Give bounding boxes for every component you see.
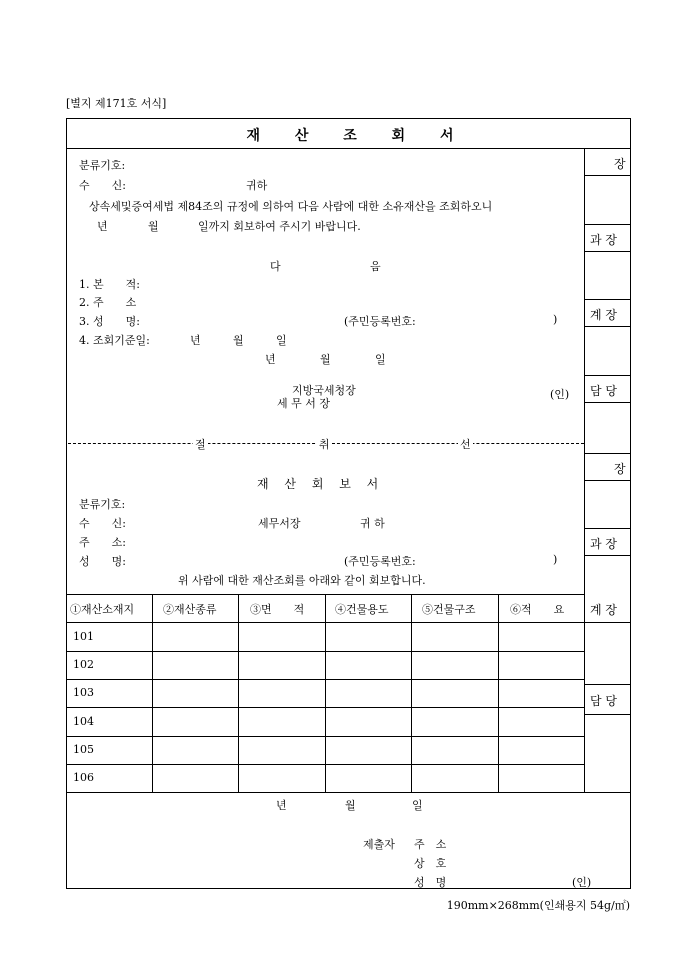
table-row: 101 bbox=[73, 630, 94, 643]
reply-registration-close: ) bbox=[553, 553, 558, 566]
issue-day: 일 bbox=[375, 353, 386, 366]
recipient-label: 수 신: bbox=[79, 179, 126, 192]
cut-line-label-c: 선 bbox=[460, 438, 471, 451]
reply-title: 재 산 회 보 서 bbox=[257, 477, 381, 491]
item-registration-close: ) bbox=[553, 313, 558, 326]
approval-staff-2: 담 당 bbox=[590, 694, 617, 708]
reply-name-label: 성 명: bbox=[79, 555, 126, 568]
item-address: 2. 주 소 bbox=[79, 296, 137, 309]
frame-bottom bbox=[66, 888, 631, 889]
approval-team-1: 계 장 bbox=[590, 308, 617, 322]
reply-address-label: 주 소: bbox=[79, 536, 126, 549]
approval-team-2: 계 장 bbox=[590, 603, 617, 617]
body-line-1: 상속세및증여세법 제84조의 규정에 의하여 다음 사람에 대한 소유재산을 조회하오니 bbox=[89, 200, 493, 213]
submit-month: 월 bbox=[345, 799, 356, 812]
col-building-use: ④건물용도 bbox=[335, 603, 389, 616]
issue-month: 월 bbox=[320, 353, 331, 366]
item-reference-date: 4. 조회기준일: bbox=[79, 334, 150, 347]
classification-label: 분류기호: bbox=[79, 159, 126, 172]
reply-statement: 위 사람에 대한 재산조회를 아래와 같이 회보합니다. bbox=[178, 574, 426, 587]
cut-line-label-b: 취 bbox=[319, 438, 330, 451]
col-area: ③면 적 bbox=[250, 603, 305, 616]
reference-year: 년 bbox=[190, 334, 201, 347]
table-row: 106 bbox=[73, 771, 94, 784]
table-row: 102 bbox=[73, 658, 94, 671]
item-registration: (주민등록번호: bbox=[344, 315, 416, 328]
submit-year: 년 bbox=[276, 799, 287, 812]
reply-recipient-suffix: 귀 하 bbox=[360, 517, 385, 530]
approval-chief-2: 장 bbox=[614, 462, 626, 476]
approval-chief-1: 장 bbox=[614, 157, 626, 171]
col-building-structure: ⑤건물구조 bbox=[422, 603, 476, 616]
reply-classification: 분류기호: bbox=[79, 498, 126, 511]
submitter-address: 주 소 bbox=[414, 838, 447, 851]
seal-mark-2: (인) bbox=[572, 876, 592, 889]
sender-district: 세 무 서 장 bbox=[277, 397, 330, 410]
submitter-trade-name: 상 호 bbox=[414, 857, 447, 870]
item-name: 3. 성 명: bbox=[79, 315, 140, 328]
submitter-label: 제출자 bbox=[363, 838, 395, 851]
approval-section-1: 과 장 bbox=[590, 233, 617, 247]
frame-left bbox=[66, 118, 67, 889]
reference-day: 일 bbox=[276, 334, 287, 347]
title-divider bbox=[66, 148, 631, 149]
frame-top bbox=[66, 118, 631, 119]
body-year: 년 bbox=[97, 220, 108, 233]
reference-month: 월 bbox=[233, 334, 244, 347]
next-heading-a: 다 bbox=[270, 260, 281, 273]
paper-spec: 190mm×268mm(인쇄용지 54g/㎡) bbox=[446, 899, 630, 912]
col-property-type: ②재산종류 bbox=[163, 603, 217, 616]
approval-staff-1: 담 당 bbox=[590, 384, 617, 398]
reply-registration: (주민등록번호: bbox=[344, 555, 416, 568]
sender-regional: 지방국세청장 bbox=[292, 384, 356, 397]
form-label: [별지 제171호 서식] bbox=[66, 97, 167, 110]
submit-day: 일 bbox=[412, 799, 423, 812]
table-row: 104 bbox=[73, 715, 94, 728]
seal-mark-1: (인) bbox=[550, 388, 570, 401]
recipient-suffix: 귀하 bbox=[246, 179, 268, 192]
table-bottom bbox=[66, 792, 631, 793]
approval-column-divider bbox=[584, 148, 585, 792]
cut-line-label-a: 절 bbox=[195, 438, 206, 451]
body-month: 월 bbox=[148, 220, 159, 233]
col-remarks: ⑥적 요 bbox=[510, 603, 565, 616]
col-location: ①재산소재지 bbox=[70, 603, 135, 616]
approval-section-2: 과 장 bbox=[590, 537, 617, 551]
table-row: 105 bbox=[73, 743, 94, 756]
table-row: 103 bbox=[73, 686, 94, 699]
body-line-2: 일까지 회보하여 주시기 바랍니다. bbox=[198, 220, 361, 233]
frame-right bbox=[630, 118, 631, 889]
next-heading-b: 음 bbox=[370, 260, 381, 273]
item-domicile: 1. 본 적: bbox=[79, 278, 140, 291]
inquiry-title: 재 산 조 회 서 bbox=[246, 128, 454, 144]
issue-year: 년 bbox=[265, 353, 276, 366]
reply-recipient-value: 세무서장 bbox=[258, 517, 301, 530]
reply-recipient-label: 수 신: bbox=[79, 517, 126, 530]
submitter-name: 성 명 bbox=[414, 876, 447, 889]
